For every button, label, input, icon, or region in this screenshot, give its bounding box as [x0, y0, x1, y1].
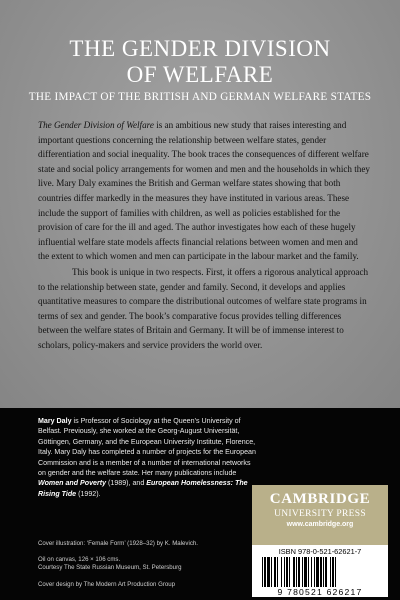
author-bio-text-3: (1992). [76, 489, 101, 498]
barcode-bar [289, 557, 290, 587]
book-subtitle: THE IMPACT OF THE BRITISH AND GERMAN WELFARE STATES [28, 91, 372, 103]
barcode-bar [274, 557, 276, 587]
barcode-bar [320, 557, 322, 587]
barcode-bar [325, 557, 327, 587]
author-bio-text: is Professor of Sociology at the Queen’s University of Belfast. Previously, she worked at the Georg-August Universität, Göttingen, Germany, and the European University Institute, Florence, Italy. Mary Daly has completed a number of projects for the European Commission and is a member of a number of international networks on gender and the welfare state. Her many publications include [38, 417, 256, 478]
publisher-logo-block [252, 485, 388, 545]
barcode-bar [267, 557, 270, 587]
barcode-bar [316, 557, 319, 587]
author-bio-text-2: (1989), and [106, 479, 147, 488]
publisher-url: www.cambridge.org [286, 521, 354, 528]
barcode-panel [252, 545, 388, 597]
barcode-bar [271, 557, 272, 587]
barcode-bar [311, 557, 312, 587]
barcode-bar [286, 557, 288, 587]
barcode-bar [298, 557, 300, 587]
barcode-bar [277, 557, 278, 587]
barcode-bar [323, 557, 324, 587]
publisher-press: UNIVERSITY PRESS [274, 509, 366, 519]
barcode-bar [302, 557, 303, 587]
book-title-line-1: THE GENDER DIVISION [69, 36, 331, 61]
book-title-italic: The Gender Division of Welfare [38, 120, 154, 130]
cover-design-credit: Cover design by The Modern Art Production Group [38, 581, 176, 588]
barcode-bar [314, 557, 315, 587]
barcode-bar [262, 557, 263, 587]
barcode-bar [308, 557, 309, 587]
barcode-image [260, 557, 380, 587]
barcode-bar [304, 557, 307, 587]
cover-illustration-credit: Cover illustration: ‘Female Form’ (1928–32) by K. Malevich. [38, 540, 198, 547]
publication-title-1: Women and Poverty [38, 479, 107, 488]
blurb-paragraph-1-text: is an ambitious new study that raises interesting and important questions concerning the relationship between welfare states, gender differentiation and social inequality. The book traces the consequences of different welfare state and social policy arrangements for women and men and the households in which they live. Mary Daly examines the British and German welfare states showing that both countries differ markedly in the measures they have instituted in various areas. These include the support of families with children, as well as policies established for the provision of care for the ill and aged. The author investigates how each of these hugely influential welfare state models affects financial relations between women and men and the extent to which women and men can participate in the labour market and the family. [38, 120, 370, 262]
barcode-bar [284, 557, 285, 587]
barcode-bar [330, 557, 331, 587]
barcode-bar [264, 557, 266, 587]
publisher-name: CAMBRIDGE [269, 491, 371, 507]
illustration-courtesy-credit: Courtesy The State Russian Museum, St. Petersburg [38, 564, 182, 572]
barcode-bar [335, 557, 336, 587]
author-bio [38, 416, 260, 499]
barcode-bar [281, 557, 282, 587]
isbn-label: ISBN 978-0-521-62621-7 [278, 547, 362, 556]
barcode-bar [296, 557, 297, 587]
barcode-bar [332, 557, 334, 587]
illustration-credit-block [38, 556, 238, 573]
publication-title-2: European Homelessness: The Rising Tide [38, 479, 248, 498]
book-title-line-2: OF WELFARE [126, 62, 274, 87]
barcode-number: 9 780521 626217 [277, 587, 363, 597]
author-name: Mary Daly [38, 417, 72, 425]
blurb-paragraph-1 [38, 118, 370, 264]
barcode-bar [293, 557, 295, 587]
illustration-medium-credit: Oil on canvas, 126 × 106 cms. [38, 556, 121, 563]
blurb-paragraph-2: This book is unique in two respects. First, it offers a rigorous analytical approach to the relationship between state, gender and family. Second, it develops and applies quantitative measures to compare the distributional outcomes of welfare state programs in terms of sex and gender. The book’s comparative focus provides telling differences between the welfare states of Britain and Germany. It will be of immense interest to scholars, policy-makers and service providers the world over. [38, 267, 369, 350]
